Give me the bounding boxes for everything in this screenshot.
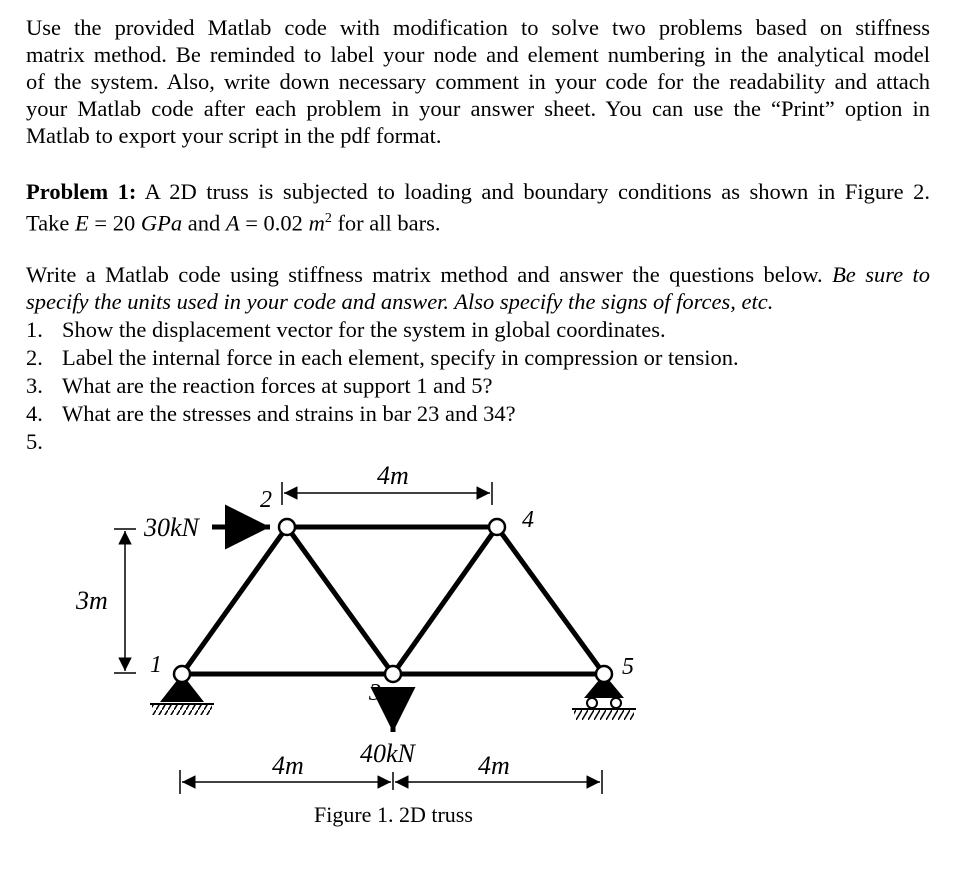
instruction-lead: Write a Matlab code using stiffness matrix method and answer the questions below.	[26, 262, 833, 287]
truss-nodes	[174, 519, 612, 682]
a-symbol: A	[225, 210, 240, 236]
node-label-2: 2	[260, 487, 272, 513]
instruction-line-2: specify the units used in your code and answer. Also specify the signs of forces, etc.	[26, 289, 774, 314]
node-3	[385, 666, 401, 682]
node-5	[596, 666, 612, 682]
node-label-5: 5	[622, 654, 634, 680]
height-dimension	[75, 529, 136, 673]
member-1-2	[182, 527, 287, 674]
question-1	[26, 316, 666, 343]
intro-line-5: Matlab to export your script in the pdf format.	[26, 123, 442, 148]
question-text: What are the reaction forces at support 1 and 5?	[62, 373, 493, 398]
question-text: What are the stresses and strains in bar 23 and 34?	[62, 401, 516, 426]
horizontal-load	[143, 513, 270, 542]
node-label-4: 4	[522, 507, 534, 533]
tail-text: for all bars.	[331, 210, 441, 236]
question-3	[26, 372, 492, 399]
bottom-span-right-label: 4m	[478, 751, 510, 780]
question-4	[26, 400, 516, 427]
question-number: 5.	[26, 429, 43, 454]
a-unit: m	[308, 210, 325, 236]
e-value: = 20	[88, 210, 141, 236]
a-exponent: 2	[324, 211, 332, 226]
instruction-line-1	[26, 261, 930, 288]
problem-label: Problem 1:	[26, 179, 137, 204]
question-number: 3.	[26, 373, 43, 398]
e-symbol: E	[75, 210, 89, 236]
intro-line-2: matrix method. Be reminded to label your node and element numbering in the analytical model	[26, 42, 930, 67]
truss-members	[182, 527, 604, 674]
horizontal-load-label: 30kN	[144, 513, 199, 542]
vertical-load-label: 40kN	[360, 739, 415, 768]
problem-line-1	[26, 178, 930, 205]
node-label-3: 3	[369, 680, 381, 706]
a-value: = 0.02	[239, 210, 309, 236]
member-3-4	[393, 527, 497, 674]
problem-line-2	[26, 205, 441, 237]
truss-figure	[0, 440, 969, 860]
take-text: Take	[26, 210, 76, 236]
question-2	[26, 344, 739, 371]
member-4-5	[497, 527, 604, 674]
member-2-3	[287, 527, 393, 674]
intro-line-4: your Matlab code after each problem in your answer sheet. You can use the “Print” option in	[26, 96, 930, 121]
intro-line-1: Use the provided Matlab code with modification to solve two problems based on stiffness	[26, 15, 930, 40]
instruction-italic-1: Be sure to	[832, 262, 930, 287]
bottom-span-left-label: 4m	[272, 751, 304, 780]
node-label-1: 1	[150, 652, 162, 678]
top-dimension	[282, 461, 492, 505]
e-unit: GPa	[140, 210, 183, 236]
problem-text: A 2D truss is subjected to loading and boundary conditions as shown in Figure 2.	[136, 179, 930, 204]
question-text: Label the internal force in each element, specify in compression or tension.	[62, 345, 739, 370]
height-label: 3m	[76, 586, 108, 615]
top-span-label: 4m	[377, 461, 409, 490]
question-number: 4.	[26, 401, 43, 426]
figure-caption: Figure 1. 2D truss	[314, 802, 473, 827]
node-1	[174, 666, 190, 682]
node-2	[279, 519, 295, 535]
intro-line-3: of the system. Also, write down necessary comment in your code for the readability and attach	[26, 69, 930, 94]
question-text: Show the displacement vector for the system in global coordinates.	[62, 317, 666, 342]
question-number: 1.	[26, 317, 43, 342]
question-number: 2.	[26, 345, 43, 370]
node-4	[489, 519, 505, 535]
and-text: and	[182, 210, 226, 236]
